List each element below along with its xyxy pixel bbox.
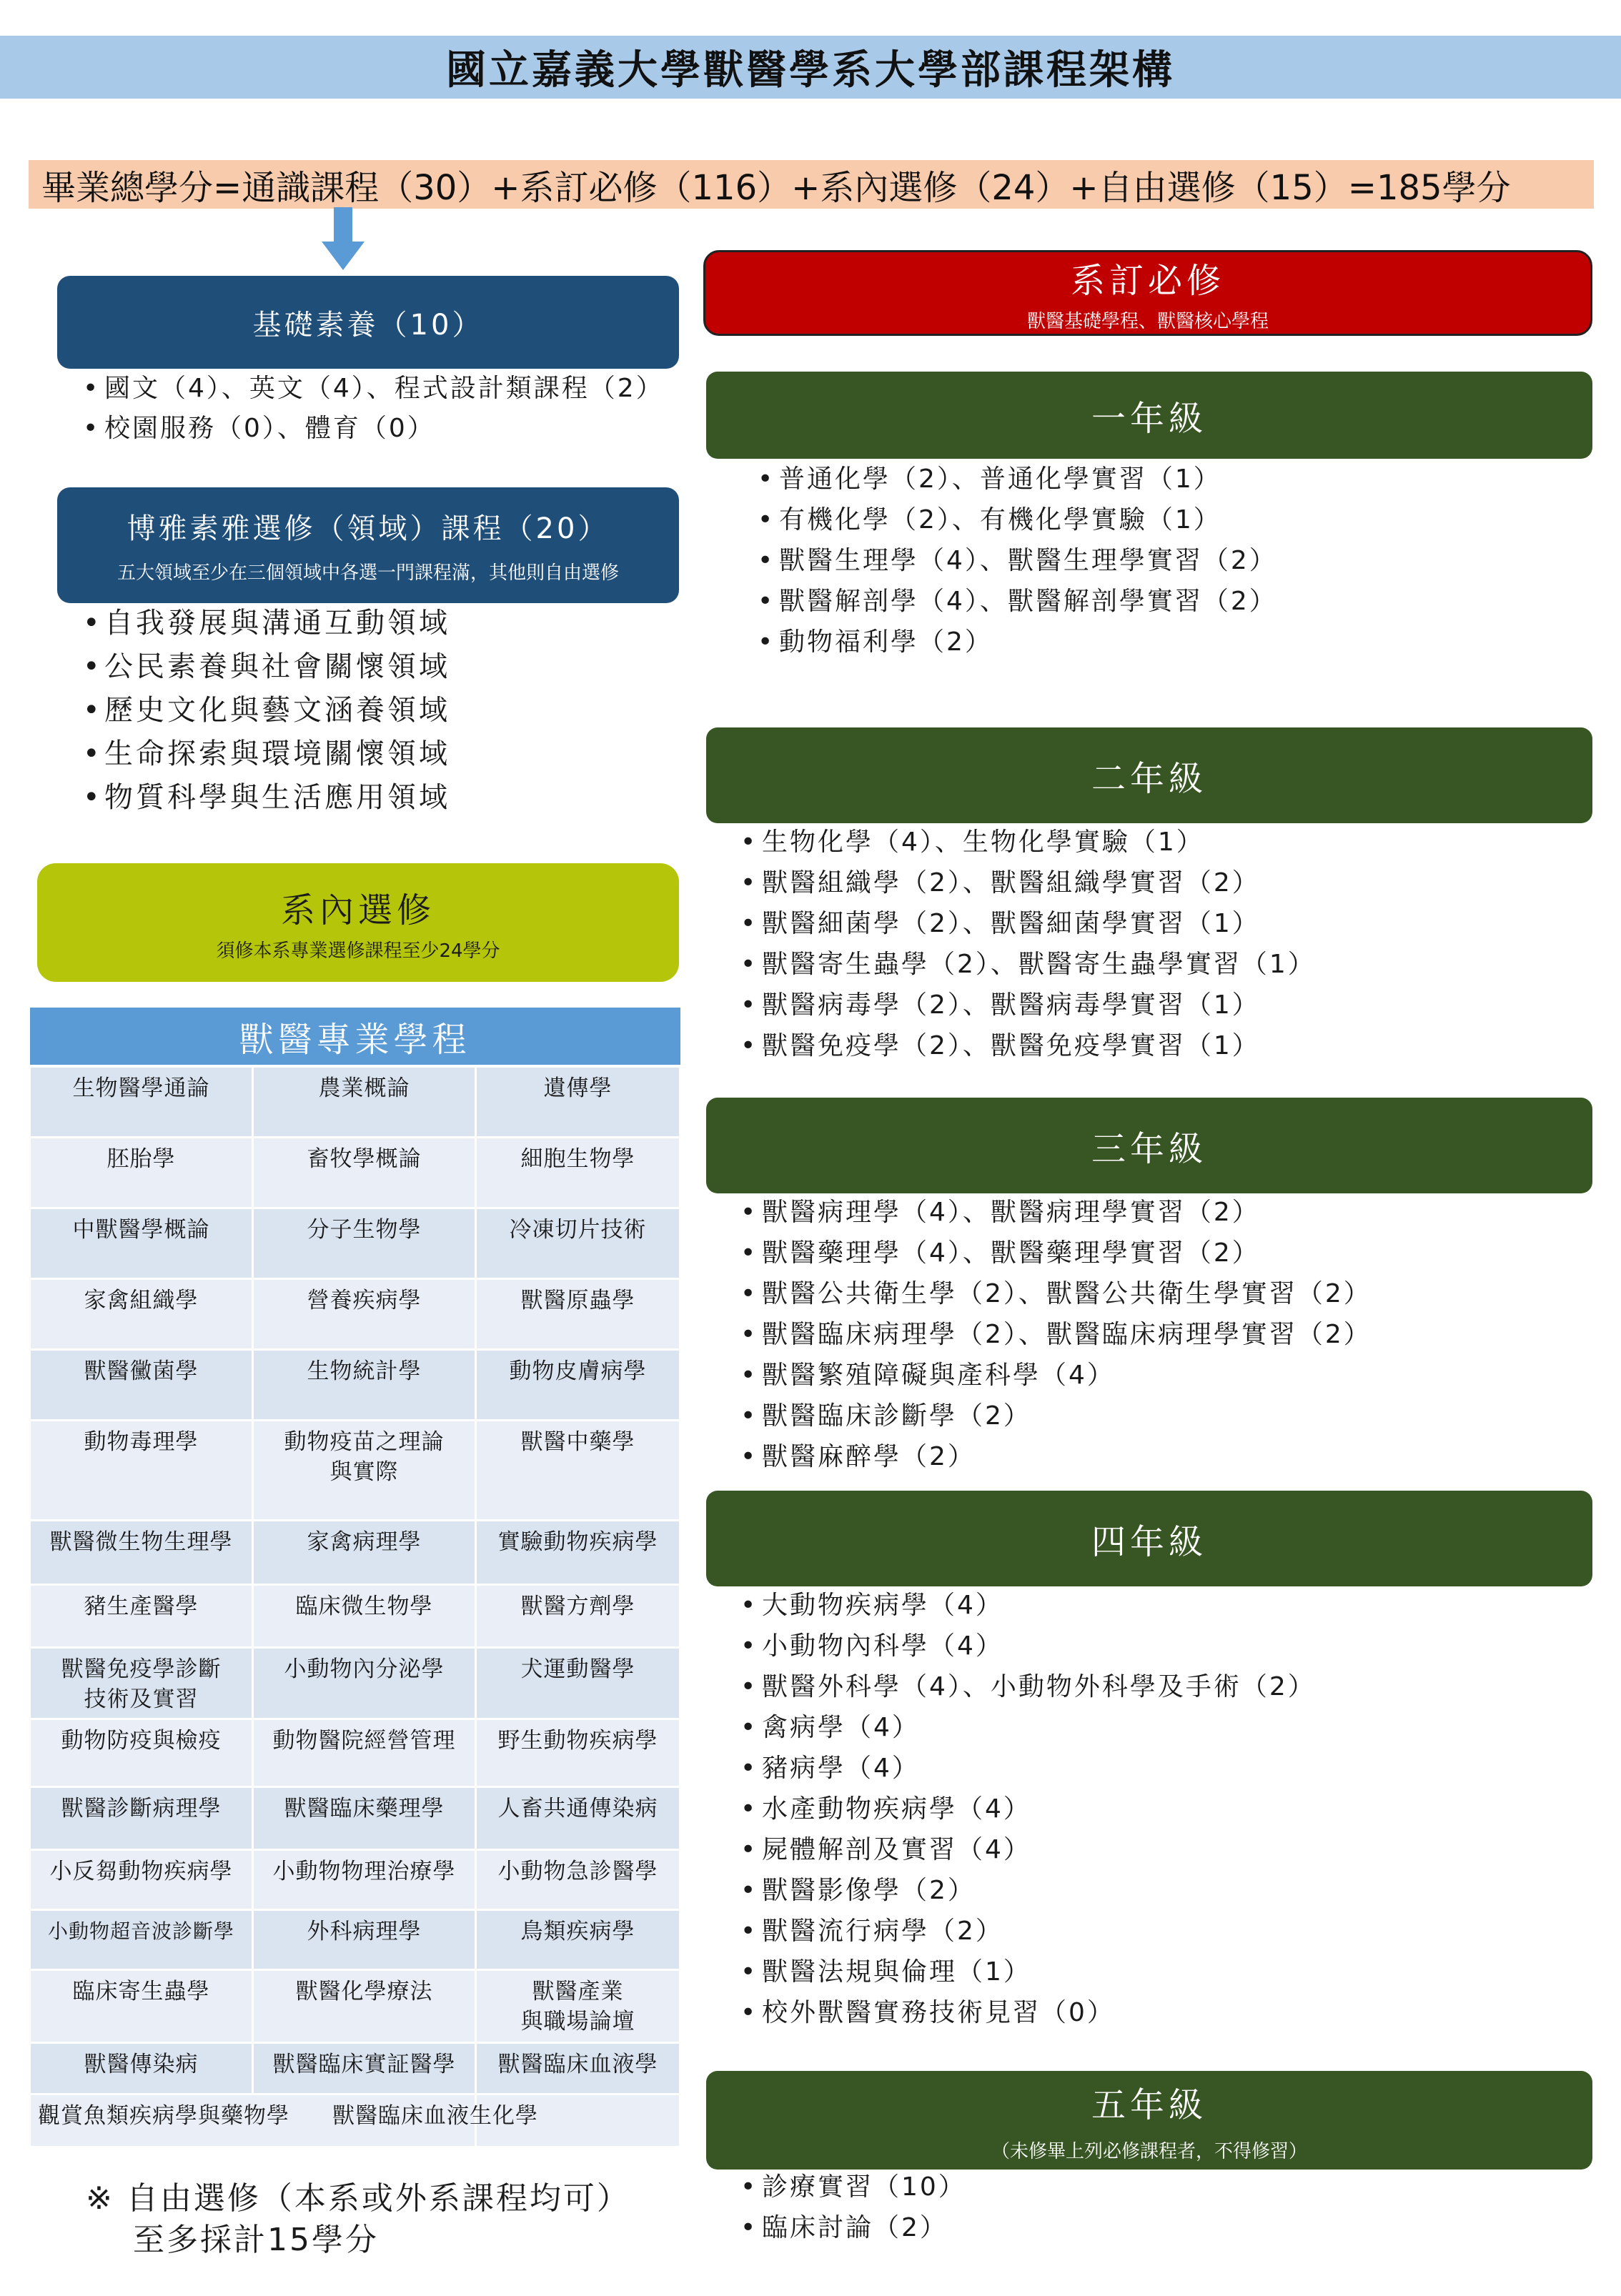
- required-header: [703, 250, 1592, 336]
- table-cell: 動物毒理學: [30, 1420, 253, 1520]
- table-cell: 獸醫免疫學診斷 技術及實習: [30, 1647, 253, 1719]
- table-cell: 小動物超音波診斷學: [30, 1909, 253, 1969]
- table-cell: 人畜共通傳染病: [476, 1786, 680, 1849]
- list-item: • 獸醫細菌學（2）、獸醫細菌學實習（1）: [738, 903, 1316, 944]
- free-elective-line1: ※ 自由選修（本系或外系課程均可）: [86, 2180, 630, 2217]
- list-item: • 獸醫公共衛生學（2）、獸醫公共衛生學實習（2）: [738, 1273, 1372, 1314]
- dept-elective-note: 須修本系專業選修課程至少24學分: [216, 940, 500, 962]
- year-5-note: （未修畢上列必修課程者，不得修習）: [991, 2141, 1307, 2162]
- down-arrow-icon: [322, 207, 365, 272]
- general-education-list: [80, 602, 450, 820]
- table-cell: 生物統計學: [253, 1349, 476, 1420]
- list-item: • 自我發展與溝通互動領域: [80, 602, 450, 645]
- list-item: • 獸醫臨床診斷學（2）: [738, 1396, 1372, 1436]
- general-education-note: 五大領域至少在三個領域中各選一門課程滿，其他則自由選修: [117, 562, 619, 584]
- list-item: • 生命探索與環境關懷領域: [80, 732, 450, 776]
- year-3-list: [738, 1192, 1372, 1477]
- list-item: • 獸醫病理學（4）、獸醫病理學實習（2）: [738, 1192, 1372, 1233]
- list-item: • 動物福利學（2）: [755, 622, 1277, 662]
- year-5-list: [738, 2167, 966, 2248]
- list-item: • 大動物疾病學（4）: [738, 1585, 1316, 1626]
- basic-literacy-list: [80, 369, 664, 449]
- dept-elective-header: [37, 863, 679, 982]
- list-item: • 校園服務（0）、體育（0）: [80, 409, 664, 449]
- table-cell: 冷凍切片技術: [476, 1208, 680, 1278]
- list-item: • 臨床討論（2）: [738, 2207, 966, 2248]
- table-cell: 鳥類疾病學: [476, 1909, 680, 1969]
- table-cell: 獸醫傳染病: [30, 2042, 253, 2094]
- year-1-header: [706, 372, 1592, 459]
- list-item: • 生物化學（4）、生物化學實驗（1）: [738, 822, 1316, 863]
- table-cell: 營養疾病學: [253, 1278, 476, 1349]
- table-cell: 小動物內分泌學: [253, 1647, 476, 1719]
- list-item: • 普通化學（2）、普通化學實習（1）: [755, 459, 1277, 500]
- list-item: • 豬病學（4）: [738, 1748, 1316, 1789]
- list-item: • 水產動物疾病學（4）: [738, 1789, 1316, 1829]
- list-item: • 獸醫麻醉學（2）: [738, 1436, 1372, 1477]
- table-cell: 臨床微生物學: [253, 1584, 476, 1647]
- list-item: • 獸醫法規與倫理（1）: [738, 1952, 1316, 1992]
- list-item: • 獸醫繁殖障礙與產科學（4）: [738, 1355, 1372, 1396]
- year-4-title: 四年級: [1091, 1521, 1207, 1562]
- table-cell: 獸醫方劑學: [476, 1584, 680, 1647]
- vet-program-title: 獸醫專業學程: [30, 1008, 680, 1066]
- table-cell: 獸醫中藥學: [476, 1420, 680, 1520]
- list-item: • 獸醫生理學（4）、獸醫生理學實習（2）: [755, 540, 1277, 581]
- year-5-header: [706, 2071, 1592, 2170]
- table-cell: 野生動物疾病學: [476, 1719, 680, 1786]
- year-1-title: 一年級: [1091, 398, 1207, 439]
- free-elective-note: [86, 2178, 630, 2261]
- table-cell: 細胞生物學: [476, 1137, 680, 1208]
- table-cell: 動物醫院經營管理: [253, 1719, 476, 1786]
- credit-formula: 畢業總學分=通識課程（30）+系訂必修（116）+系內選修（24）+自由選修（15）=185學分: [29, 160, 1594, 209]
- table-cell-text: 獸醫臨床血液生化學: [332, 2102, 538, 2129]
- year-2-title: 二年級: [1091, 758, 1207, 799]
- list-item: • 獸醫免疫學（2）、獸醫免疫學實習（1）: [738, 1025, 1316, 1066]
- year-1-list: [755, 459, 1277, 662]
- list-item: • 小動物內科學（4）: [738, 1626, 1316, 1666]
- list-item: • 國文（4）、英文（4）、程式設計類課程（2）: [80, 369, 664, 409]
- table-cell: 動物防疫與檢疫: [30, 1719, 253, 1786]
- table-cell: 獸醫原蟲學: [476, 1278, 680, 1349]
- basic-literacy-header: [57, 276, 679, 369]
- table-cell: 豬生產醫學: [30, 1584, 253, 1647]
- list-item: • 獸醫病毒學（2）、獸醫病毒學實習（1）: [738, 985, 1316, 1025]
- general-education-header: [57, 487, 679, 603]
- table-cell: 動物皮膚病學: [476, 1349, 680, 1420]
- list-item: • 禽病學（4）: [738, 1707, 1316, 1748]
- vet-program-table: [29, 1008, 681, 2148]
- table-cell: 遺傳學: [476, 1066, 680, 1137]
- list-item: • 獸醫臨床病理學（2）、獸醫臨床病理學實習（2）: [738, 1314, 1372, 1355]
- dept-elective-title: 系內選修: [280, 890, 435, 930]
- list-item: • 校外獸醫實務技術見習（0）: [738, 1992, 1316, 2033]
- table-cell: 胚胎學: [30, 1137, 253, 1208]
- table-cell: 動物疫苗之理論 與實際: [253, 1420, 476, 1520]
- year-3-header: [706, 1098, 1592, 1193]
- table-cell: 臨床寄生蟲學: [30, 1969, 253, 2042]
- page-title: 國立嘉義大學獸醫學系大學部課程架構: [0, 36, 1621, 99]
- table-cell: 小動物物理治療學: [253, 1849, 476, 1909]
- list-item: • 歷史文化與藝文涵養領域: [80, 689, 450, 732]
- required-note: 獸醫基礎學程、獸醫核心學程: [1026, 311, 1269, 332]
- general-education-title: 博雅素雅選修（領域）課程（20）: [127, 512, 610, 545]
- table-cell: 實驗動物疾病學: [476, 1520, 680, 1584]
- table-cell: 外科病理學: [253, 1909, 476, 1969]
- table-cell: 獸醫微生物生理學: [30, 1520, 253, 1584]
- table-cell: 小反芻動物疾病學: [30, 1849, 253, 1909]
- list-item: • 獸醫寄生蟲學（2）、獸醫寄生蟲學實習（1）: [738, 944, 1316, 985]
- list-item: • 獸醫組織學（2）、獸醫組織學實習（2）: [738, 863, 1316, 903]
- list-item: • 獸醫影像學（2）: [738, 1870, 1316, 1911]
- list-item: • 診療實習（10）: [738, 2167, 966, 2207]
- table-cell: 獸醫產業 與職場論壇: [476, 1969, 680, 2042]
- table-cell: 獸醫診斷病理學: [30, 1786, 253, 1849]
- year-4-header: [706, 1491, 1592, 1586]
- table-cell: 生物醫學通論: [30, 1066, 253, 1137]
- free-elective-line2: 至多採計15學分: [133, 2222, 379, 2258]
- table-cell-text: 觀賞魚類疾病學與藥物學: [38, 2102, 289, 2129]
- list-item: • 獸醫藥理學（4）、獸醫藥理學實習（2）: [738, 1233, 1372, 1273]
- table-cell: 獸醫黴菌學: [30, 1349, 253, 1420]
- table-cell: 家禽組織學: [30, 1278, 253, 1349]
- table-cell: 家禽病理學: [253, 1520, 476, 1584]
- table-cell: 中獸醫學概論: [30, 1208, 253, 1278]
- table-cell: 獸醫化學療法: [253, 1969, 476, 2042]
- table-cell: [30, 2094, 538, 2147]
- list-item: • 獸醫解剖學（4）、獸醫解剖學實習（2）: [755, 581, 1277, 622]
- list-item: • 公民素養與社會關懷領域: [80, 645, 450, 689]
- year-4-list: [738, 1585, 1316, 2033]
- table-cell: 獸醫臨床實証醫學: [253, 2042, 476, 2094]
- list-item: • 獸醫流行病學（2）: [738, 1911, 1316, 1952]
- year-2-header: [706, 727, 1592, 823]
- list-item: • 獸醫外科學（4）、小動物外科學及手術（2）: [738, 1666, 1316, 1707]
- table-cell: 小動物急診醫學: [476, 1849, 680, 1909]
- basic-literacy-title: 基礎素養（10）: [252, 308, 484, 342]
- table-cell: 犬運動醫學: [476, 1647, 680, 1719]
- table-cell: 獸醫臨床血液學: [476, 2042, 680, 2094]
- list-item: • 物質科學與生活應用領域: [80, 776, 450, 820]
- required-title: 系訂必修: [1070, 261, 1225, 301]
- year-2-list: [738, 822, 1316, 1066]
- list-item: • 屍體解剖及實習（4）: [738, 1829, 1316, 1870]
- table-cell: 獸醫臨床藥理學: [253, 1786, 476, 1849]
- year-3-title: 三年級: [1091, 1128, 1207, 1169]
- year-5-title: 五年級: [1091, 2085, 1207, 2125]
- table-cell: 分子生物學: [253, 1208, 476, 1278]
- table-cell: 農業概論: [253, 1066, 476, 1137]
- list-item: • 有機化學（2）、有機化學實驗（1）: [755, 500, 1277, 540]
- table-cell: 畜牧學概論: [253, 1137, 476, 1208]
